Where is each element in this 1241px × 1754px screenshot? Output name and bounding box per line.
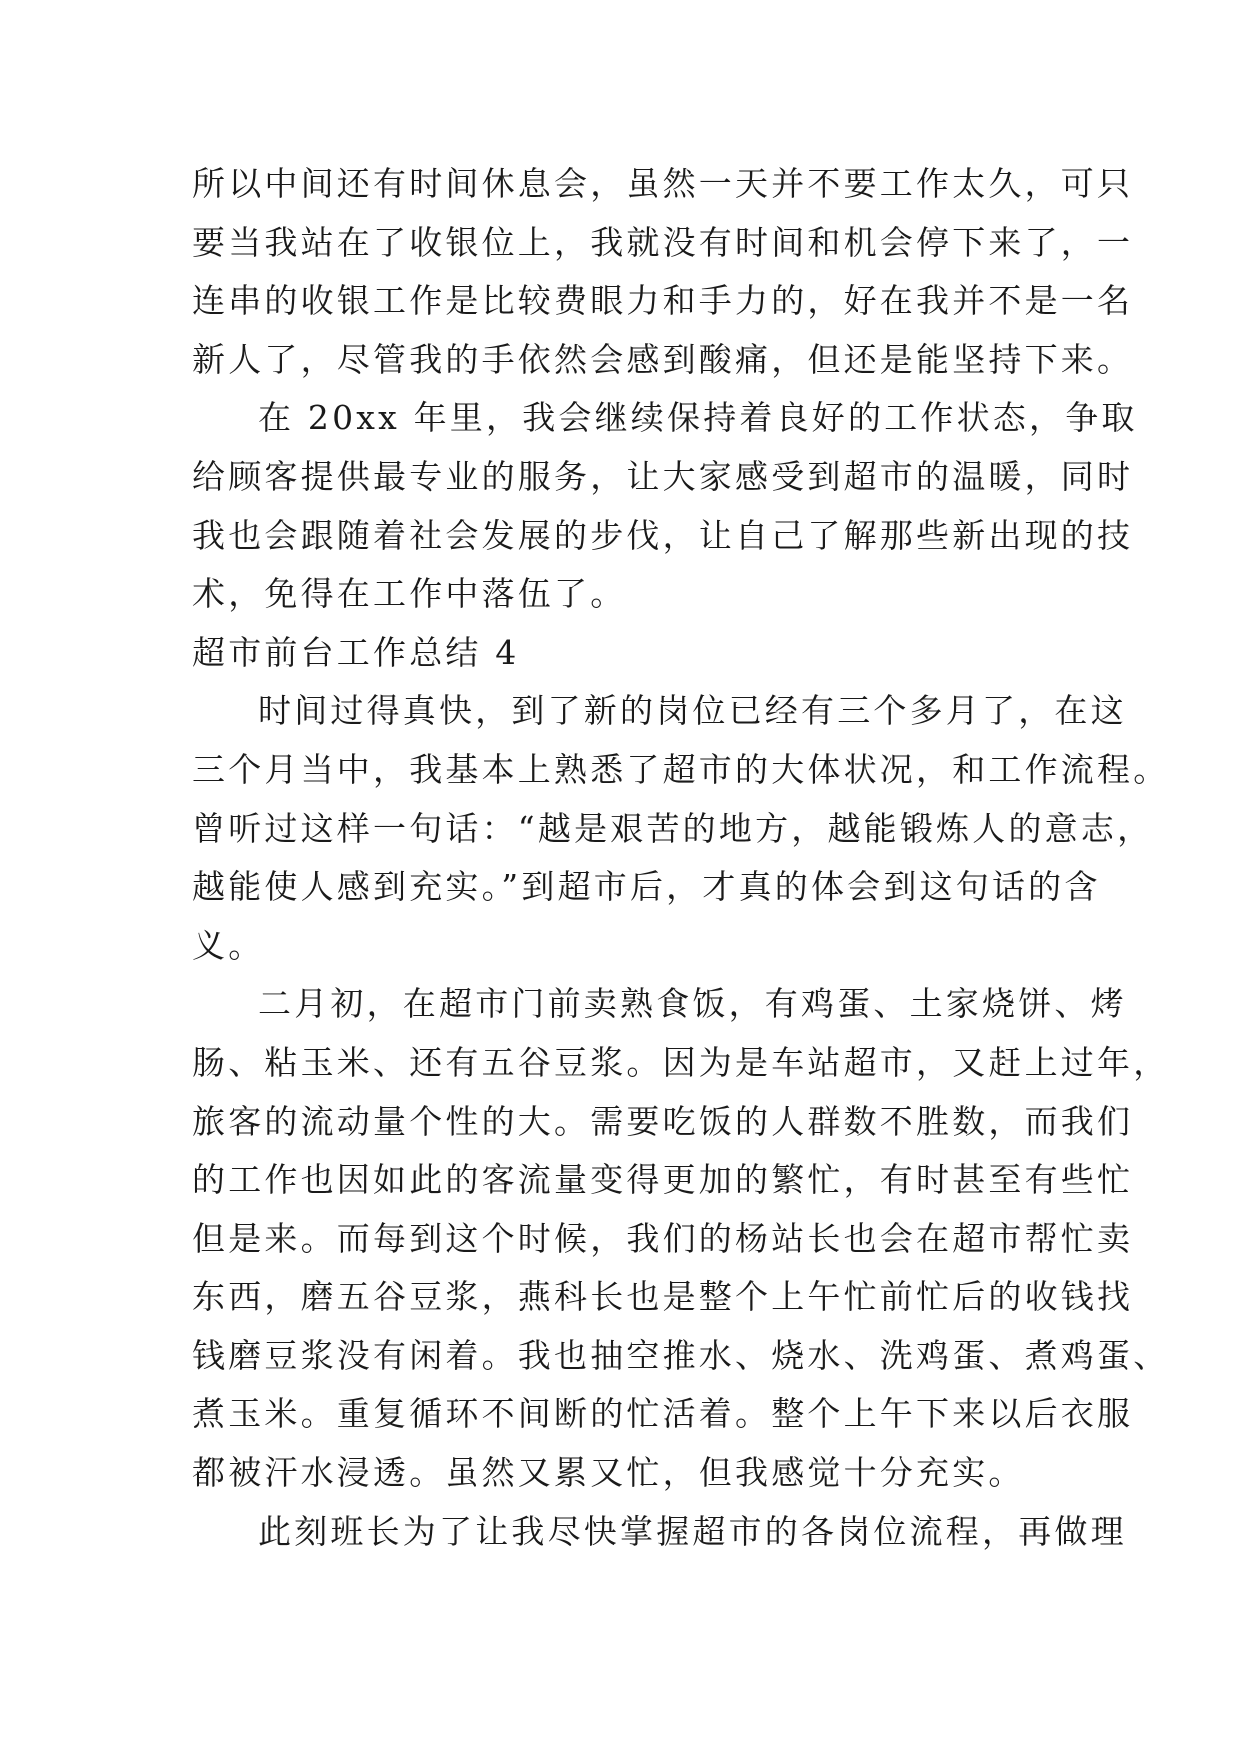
text-line: 所以中间还有时间休息会，虽然一天并不要工作太久，可只 xyxy=(192,164,1134,203)
text-line: 肠、粘玉米、还有五谷豆浆。因为是车站超市，又赶上过年， xyxy=(192,1042,1170,1082)
text-line: 东西，磨五谷豆浆，燕科长也是整个上午忙前忙后的收钱找 xyxy=(192,1277,1134,1317)
text-line: 钱磨豆浆没有闲着。我也抽空推水、烧水、洗鸡蛋、煮鸡蛋、 xyxy=(192,1335,1170,1375)
text-line: 煮玉米。重复循环不间断的忙活着。整个上午下来以后衣服 xyxy=(192,1394,1134,1434)
text-line: 旅客的流动量个性的大。需要吃饭的人群数不胜数，而我们 xyxy=(192,1101,1134,1141)
text-line: 要当我站在了收银位上，我就没有时间和机会停下来了，一 xyxy=(192,222,1134,262)
text-line: 但是来。而每到这个时候，我们的杨站长也会在超市帮忙卖 xyxy=(192,1218,1134,1258)
document-body xyxy=(192,155,1170,1561)
text-line: 此刻班长为了让我尽快掌握超市的各岗位流程，再做理 xyxy=(258,1511,1127,1551)
text-line: 越能使人感到充实。”到超市后，才真的体会到这句话的含 xyxy=(192,867,1101,907)
text-line: 连串的收银工作是比较费眼力和手力的，好在我并不是一名 xyxy=(192,281,1134,321)
text-line: 超市前台工作总结 4 xyxy=(192,632,520,672)
text-line: 三个月当中，我基本上熟悉了超市的大体状况，和工作流程。 xyxy=(192,749,1170,789)
text-line: 曾听过这样一句话：“越是艰苦的地方，越能锻炼人的意志， xyxy=(192,808,1154,848)
text-line: 二月初，在超市门前卖熟食饭，有鸡蛋、土家烧饼、烤 xyxy=(258,984,1127,1024)
text-line: 新人了，尽管我的手依然会感到酸痛，但还是能坚持下来。 xyxy=(192,339,1134,379)
text-line: 都被汗水浸透。虽然又累又忙，但我感觉十分充实。 xyxy=(192,1453,1025,1493)
text-line: 我也会跟随着社会发展的步伐，让自己了解那些新出现的技 xyxy=(192,515,1134,555)
text-line: 术，免得在工作中落伍了。 xyxy=(192,574,627,614)
text-line: 的工作也因如此的客流量变得更加的繁忙，有时甚至有些忙 xyxy=(192,1160,1134,1200)
text-line: 时间过得真快，到了新的岗位已经有三个多月了，在这 xyxy=(258,691,1127,731)
text-line: 在 20xx 年里，我会继续保持着良好的工作状态，争取 xyxy=(258,398,1138,438)
text-line: 给顾客提供最专业的服务，让大家感受到超市的温暖，同时 xyxy=(192,456,1134,496)
text-line: 义。 xyxy=(192,925,265,965)
